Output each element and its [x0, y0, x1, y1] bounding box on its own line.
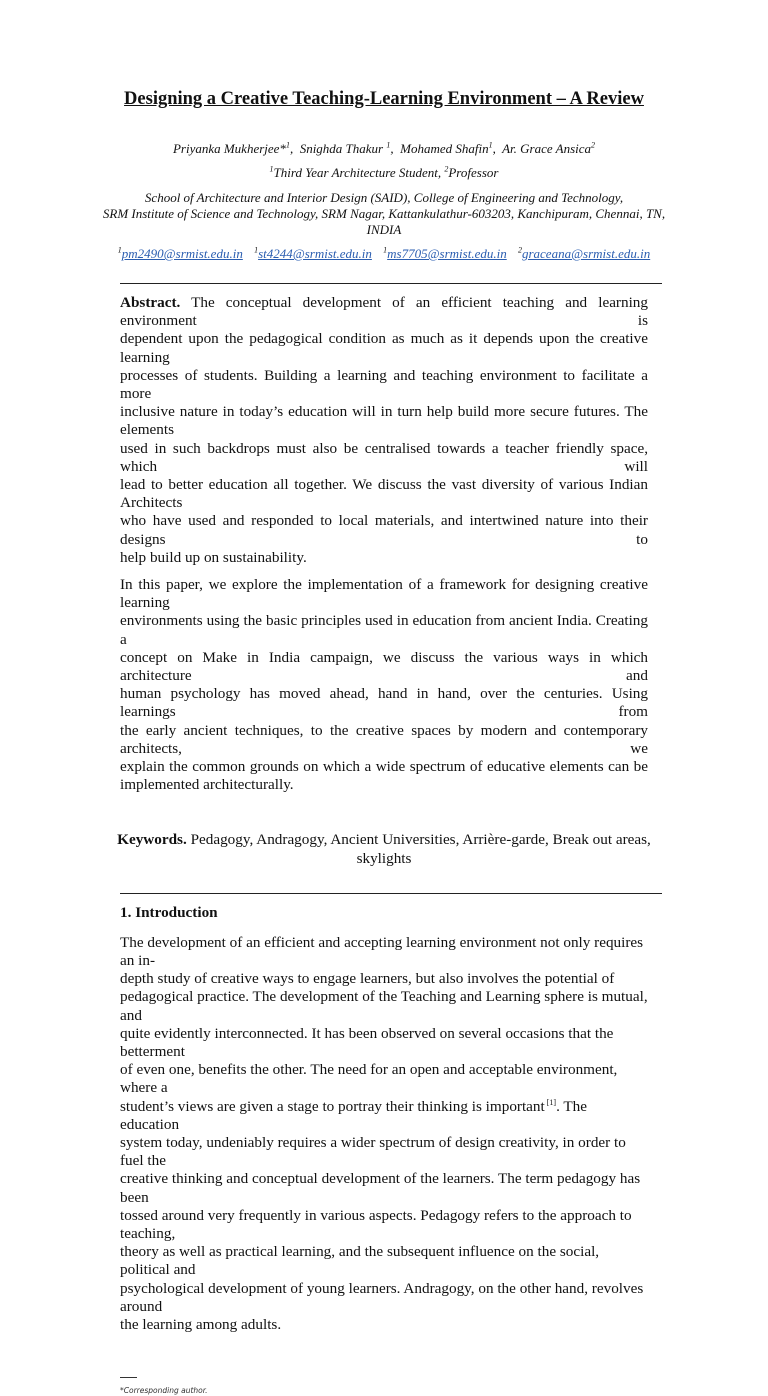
text-line: the early ancient techniques, to the creative spaces by modern and contemporary architects, we: [120, 721, 648, 757]
email-link[interactable]: graceana@srmist.edu.in: [521, 246, 651, 261]
text-line: processes of students. Building a learning and teaching environment to facilitate a more: [120, 366, 648, 403]
keywords-text: skylights: [356, 850, 412, 868]
email-link[interactable]: st4244@srmist.edu.in: [258, 246, 372, 261]
affiliation-line: School of Architecture and Interior Design (SAID), College of Engineering and Technology,: [144, 190, 624, 205]
affiliation: [100, 190, 668, 238]
author-roles: [100, 164, 668, 182]
author-list: [100, 140, 668, 158]
text: The conceptual development of an efficient teaching and learning environment is: [120, 294, 648, 330]
abstract-paragraph-2: [120, 576, 648, 794]
role: Professor: [448, 165, 499, 180]
text-line: dependent upon the pedagogical condition as much as it depends upon the creative learning: [120, 330, 648, 366]
text-line: of even one, benefits the other. The need for an open and acceptable environment, where a: [120, 1061, 618, 1097]
text-line: concept on Make in India campaign, we discuss the various ways in which architecture and: [120, 648, 648, 685]
email-link[interactable]: ms7705@srmist.edu.in: [387, 246, 507, 261]
email-list: [100, 245, 668, 263]
text-line: psychological development of young learners. Andragogy, on the other hand, revolves around: [120, 1279, 644, 1315]
author: Mohamed Shafin$^1$,: [400, 140, 503, 156]
footnote: *Corresponding author.: [120, 1386, 208, 1396]
keywords: [100, 830, 668, 868]
divider: [120, 893, 662, 894]
citation-ref[interactable]: [1]: [544, 1097, 557, 1107]
author-name: Ar. Grace Ansica: [502, 141, 592, 156]
text: . The education: [120, 1097, 588, 1133]
role-sup: 2: [444, 164, 449, 174]
text-line: theory as well as practical learning, and the subsequent influence on the social, political and: [120, 1243, 600, 1279]
author-sup: 1: [386, 140, 391, 150]
text-line: pedagogical practice. The development of the Teaching and Learning sphere is mutual, and: [120, 988, 648, 1024]
section-heading: 1. Introduction: [120, 904, 218, 922]
text: student’s views are given a stage to portray their thinking is important: [120, 1097, 545, 1115]
email-sup: 2: [517, 245, 522, 255]
author-sup: 1: [285, 140, 290, 150]
text-line: help build up on sustainability.: [120, 548, 307, 566]
abstract-paragraph-1: [120, 294, 648, 567]
text-line: system today, undeniably requires a wider spectrum of design creativity, in order to fuel the: [120, 1133, 626, 1170]
email-sup: 1: [383, 245, 388, 255]
text-line: [120, 1098, 648, 1134]
text-line: human psychology has moved ahead, hand in hand, over the centuries. Using learnings from: [120, 685, 648, 721]
text-line: In this paper, we explore the implementation of a framework for designing creative learning: [120, 576, 648, 612]
text-line: implemented architecturally.: [120, 776, 294, 794]
text-line: explain the common grounds on which a wide spectrum of educative elements can be: [120, 758, 648, 776]
text-line: tossed around very frequently in various aspects. Pedagogy refers to the approach to teaching,: [120, 1206, 632, 1242]
author-sup: 1: [488, 140, 493, 150]
keywords-text: Pedagogy, Andragogy, Ancient Universities, Arrière-garde, Break out areas,: [186, 831, 651, 849]
affiliation-line: INDIA: [366, 222, 402, 237]
text-line: creative thinking and conceptual development of the learners. The term pedagogy has been: [120, 1170, 641, 1206]
divider: [120, 283, 662, 284]
intro-paragraph: [120, 934, 648, 1334]
text-line: inclusive nature in today’s education will in turn help build more secure futures. The elements: [120, 403, 648, 439]
author: [502, 141, 595, 156]
abstract-label: Abstract.: [120, 294, 181, 311]
affiliation-line: SRM Institute of Science and Technology, SRM Nagar, Kattankulathur-603203, Kanchipuram, Chennai, TN,: [102, 206, 666, 221]
text-line: The development of an efficient and accepting learning environment not only requires an in-: [120, 933, 644, 969]
text-line: depth study of creative ways to engage learners, but also involves the potential of: [120, 970, 615, 988]
text-line: who have used and responded to local materials, and intertwined nature into their designs to: [120, 512, 648, 548]
email-sup: 1: [254, 245, 259, 255]
author-name: Mohamed Shafin: [400, 141, 489, 156]
email-link[interactable]: pm2490@srmist.edu.in: [121, 246, 243, 261]
role: Third Year Architecture Student,: [273, 165, 445, 180]
text-line: environments using the basic principles used in education from ancient India. Creating a: [120, 612, 648, 648]
text-line: used in such backdrops must also be centralised towards a teacher friendly space, which will: [120, 439, 648, 475]
text-line: [120, 294, 648, 330]
paper-title: Designing a Creative Teaching-Learning Environment – A Review: [124, 89, 644, 109]
role-sup: 1: [269, 164, 274, 174]
text-line: the learning among adults.: [120, 1315, 282, 1333]
footnote-rule: [120, 1377, 137, 1378]
author-name: Snighda Thakur: [299, 141, 387, 156]
email-sup: 1: [117, 245, 122, 255]
author-name: Priyanka Mukherjee*: [172, 141, 286, 156]
text-line: lead to better education all together. We discuss the vast diversity of various Indian Architects: [120, 476, 648, 512]
keywords-label: Keywords.: [117, 831, 187, 849]
author: Snighda Thakur $^1$,: [299, 140, 401, 156]
author: Priyanka Mukherjee*$^1$,: [172, 140, 300, 156]
text-line: quite evidently interconnected. It has been observed on several occasions that the betterment: [120, 1024, 614, 1060]
author-sup: 2: [591, 140, 596, 150]
